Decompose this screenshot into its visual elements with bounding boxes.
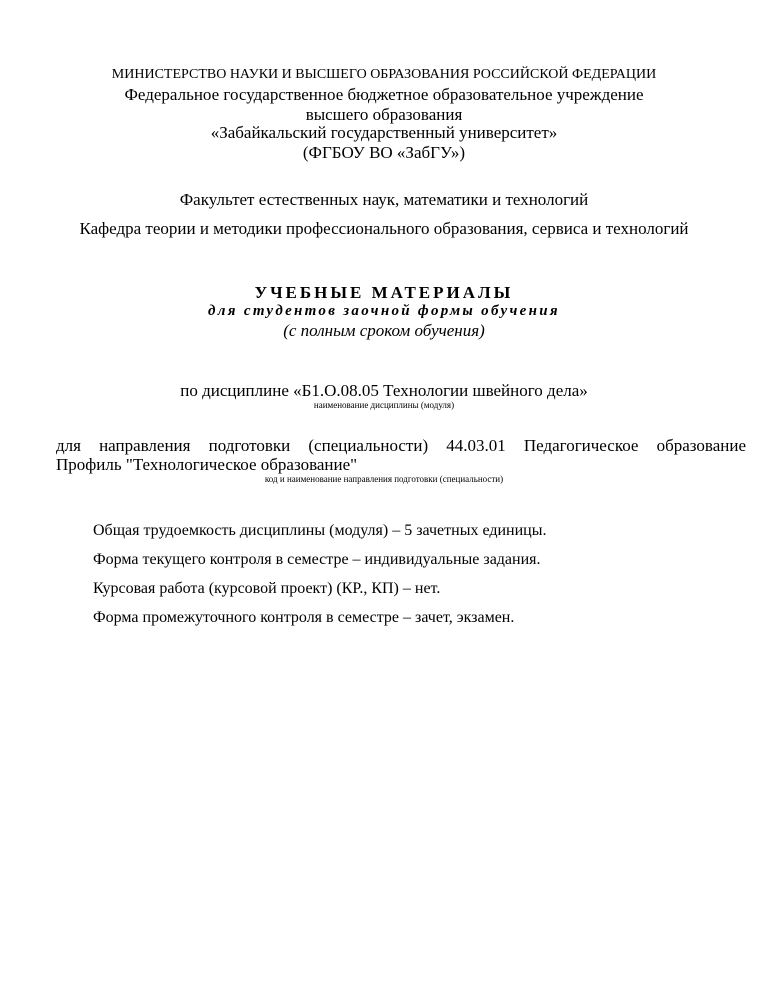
discipline-name: по дисциплине «Б1.О.08.05 Технологии швейного дела» bbox=[180, 381, 588, 400]
ministry-heading: МИНИСТЕРСТВО НАУКИ И ВЫСШЕГО ОБРАЗОВАНИЯ РОССИЙСКОЙ ФЕДЕРАЦИИ bbox=[111, 67, 657, 82]
info-intermediate-control: Форма промежуточного контроля в семестре – зачет, экзамен. bbox=[93, 609, 515, 626]
discipline-caption: наименование дисциплины (модуля) bbox=[313, 400, 455, 410]
direction-line-1: для направления подготовки (специальности) 44.03.01 Педагогическое образование bbox=[56, 436, 746, 455]
department-name: Кафедра теории и методики профессионального образования, сервиса и технологий bbox=[79, 219, 689, 238]
document-subtitle: для студентов заочной формы обучения bbox=[208, 303, 560, 319]
direction-caption: код и наименование направления подготовки (специальности) bbox=[264, 474, 504, 484]
info-workload: Общая трудоемкость дисциплины (модуля) – 5 зачетных единицы. bbox=[93, 522, 547, 539]
institution-line-2: высшего образования bbox=[305, 105, 463, 124]
direction-block bbox=[56, 436, 746, 474]
document-subtitle-note: (с полным сроком обучения) bbox=[283, 321, 485, 340]
document-title: УЧЕБНЫЕ МАТЕРИАЛЫ bbox=[254, 283, 514, 302]
info-coursework: Курсовая работа (курсовой проект) (КР., КП) – нет. bbox=[93, 580, 441, 597]
institution-line-1: Федеральное государственное бюджетное образовательное учреждение bbox=[124, 85, 644, 104]
direction-line-2: Профиль "Технологическое образование" bbox=[56, 455, 358, 474]
institution-abbreviation: (ФГБОУ ВО «ЗабГУ») bbox=[302, 143, 466, 162]
info-current-control: Форма текущего контроля в семестре – индивидуальные задания. bbox=[93, 551, 541, 568]
faculty-name: Факультет естественных наук, математики и технологий bbox=[179, 190, 589, 209]
institution-line-3: «Забайкальский государственный университет» bbox=[210, 123, 558, 142]
